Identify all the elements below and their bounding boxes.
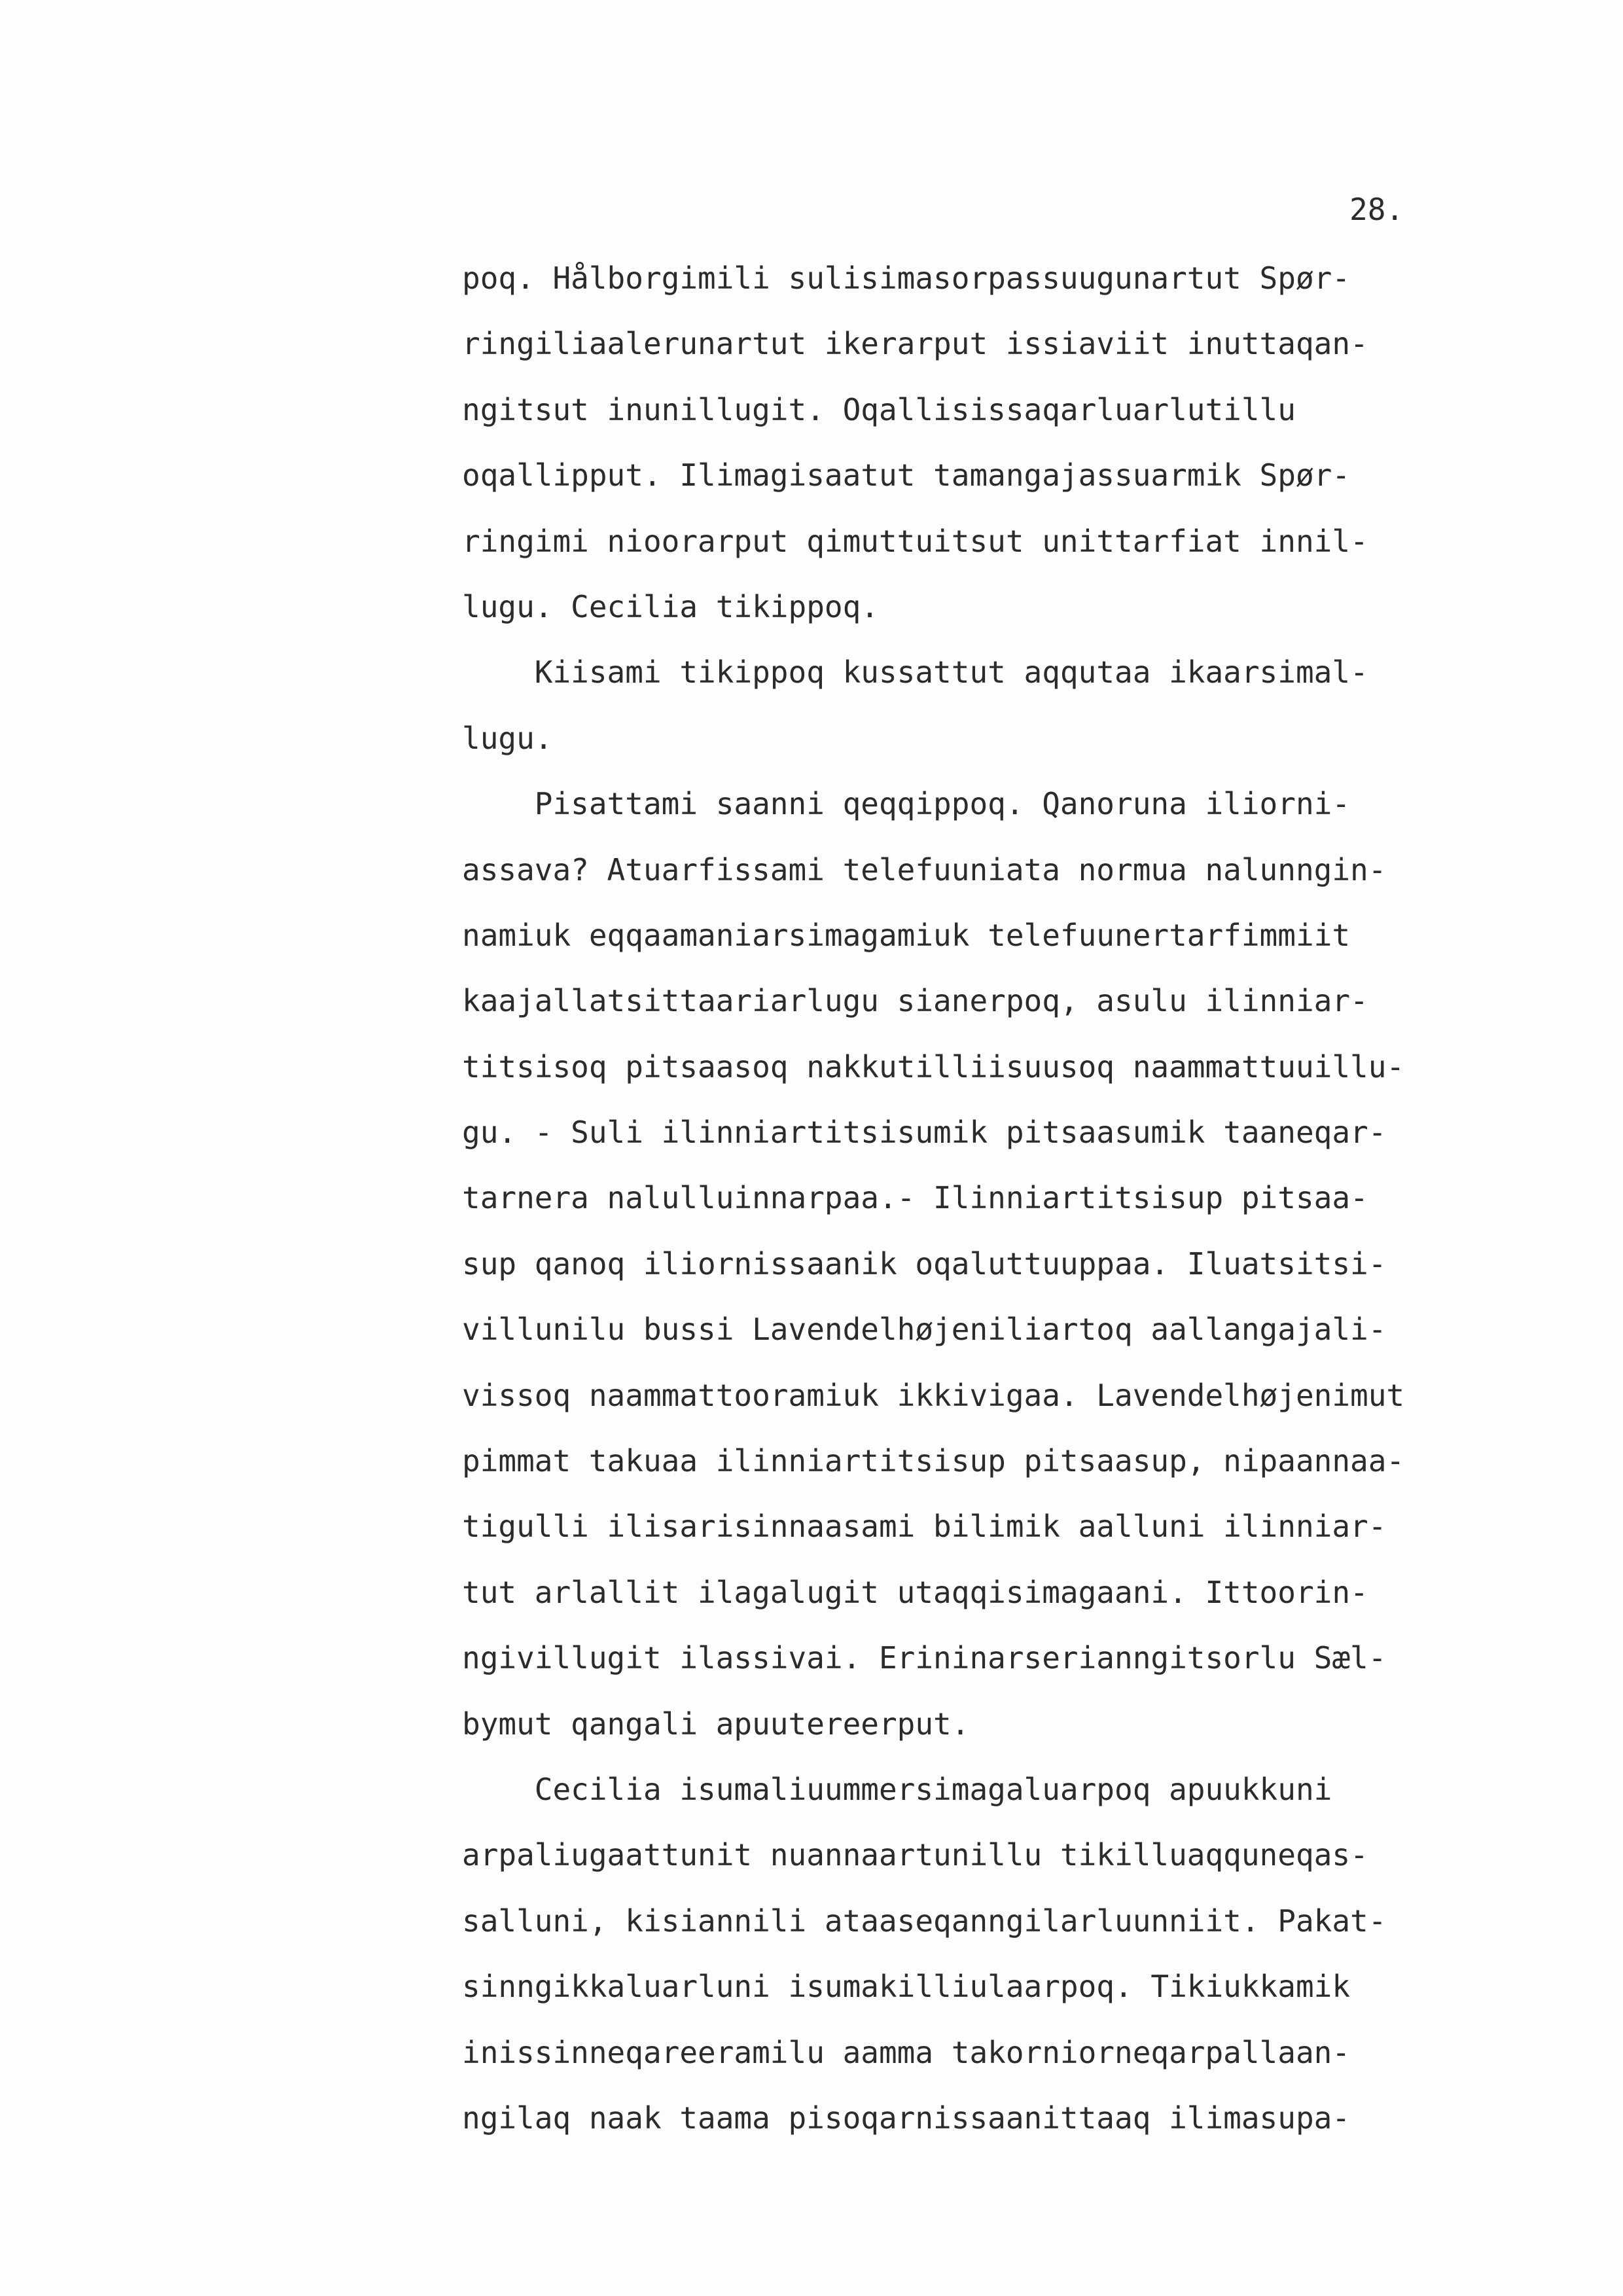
text-line: arpaliugaattunit nuannaartunillu tikilluaqquneqas- — [462, 1837, 1368, 1873]
text-line: Kiisami tikippoq kussattut aqqutaa ikaarsimal- — [462, 655, 1368, 691]
text-line: inissinneqareeramilu aamma takorniorneqarpallaan- — [462, 2034, 1351, 2070]
text-line: tarnera nalulluinnarpaa.- Ilinniartitsisup pitsaa- — [462, 1180, 1368, 1216]
text-line: bymut qangali apuutereerput. — [462, 1706, 970, 1742]
text-line: lugu. Cecilia tikippoq. — [462, 588, 879, 624]
text-line: gu. - Suli ilinniartitsisumik pitsaasumik taaneqar- — [462, 1115, 1387, 1151]
text-line: pimmat takuaa ilinniartitsisup pitsaasup, nipaannaa- — [462, 1443, 1405, 1479]
text-line: Pisattami saanni qeqqippoq. Qanoruna iliorni- — [462, 786, 1351, 822]
text-line: lugu. — [462, 720, 553, 756]
text-line: vissoq naammattooramiuk ikkivigaa. Lavendelhøjenimut — [462, 1377, 1405, 1413]
page-number: 28. — [1349, 192, 1404, 227]
text-line: sinngikkaluarluni isumakilliulaarpoq. Tikiukkamik — [462, 1969, 1351, 2005]
text-line: namiuk eqqaamaniarsimagamiuk telefuunertarfimmiit — [462, 917, 1351, 953]
text-line: assava? Atuarfissami telefuuniata normua nalunngin- — [462, 852, 1387, 888]
text-line: salluni, kisiannili ataaseqanngilarluunniit. Pakat- — [462, 1903, 1387, 1939]
text-line: Cecilia isumaliuummersimagaluarpoq apuukkuni — [462, 1771, 1332, 1807]
text-line: oqallipput. Ilimagisaatut tamangajassuarmik Spør- — [462, 457, 1351, 493]
text-line: kaajallatsittaariarlugu sianerpoq, asulu ilinniar- — [462, 983, 1368, 1019]
text-line: sup qanoq iliornissaanik oqaluttuuppaa. Iluatsitsi- — [462, 1246, 1387, 1282]
text-line: tut arlallit ilagalugit utaqqisimagaani. Ittoorin- — [462, 1574, 1368, 1610]
text-line: villunilu bussi Lavendelhøjeniliartoq aallangajali- — [462, 1312, 1387, 1348]
body-text — [462, 259, 1588, 2164]
text-line: poq. Hålborgimili sulisimasorpassuugunartut Spør- — [462, 260, 1351, 296]
text-line: ringiliaalerunartut ikerarput issiaviit inuttaqan- — [462, 326, 1368, 362]
text-line: tigulli ilisarisinnaasami bilimik aalluni ilinniar- — [462, 1509, 1387, 1545]
text-line: ringimi nioorarput qimuttuitsut unittarfiat innil- — [462, 523, 1368, 559]
text-line: titsisoq pitsaasoq nakkutilliisuusoq naammattuuillu- — [462, 1049, 1405, 1085]
text-line: ngivillugit ilassivai. Erininarserianngitsorlu Sæl- — [462, 1640, 1387, 1676]
text-line: ngilaq naak taama pisoqarnissaanittaaq ilimasupa- — [462, 2100, 1351, 2136]
text-line: ngitsut inunillugit. Oqallisissaqarluarlutillu — [462, 391, 1296, 427]
